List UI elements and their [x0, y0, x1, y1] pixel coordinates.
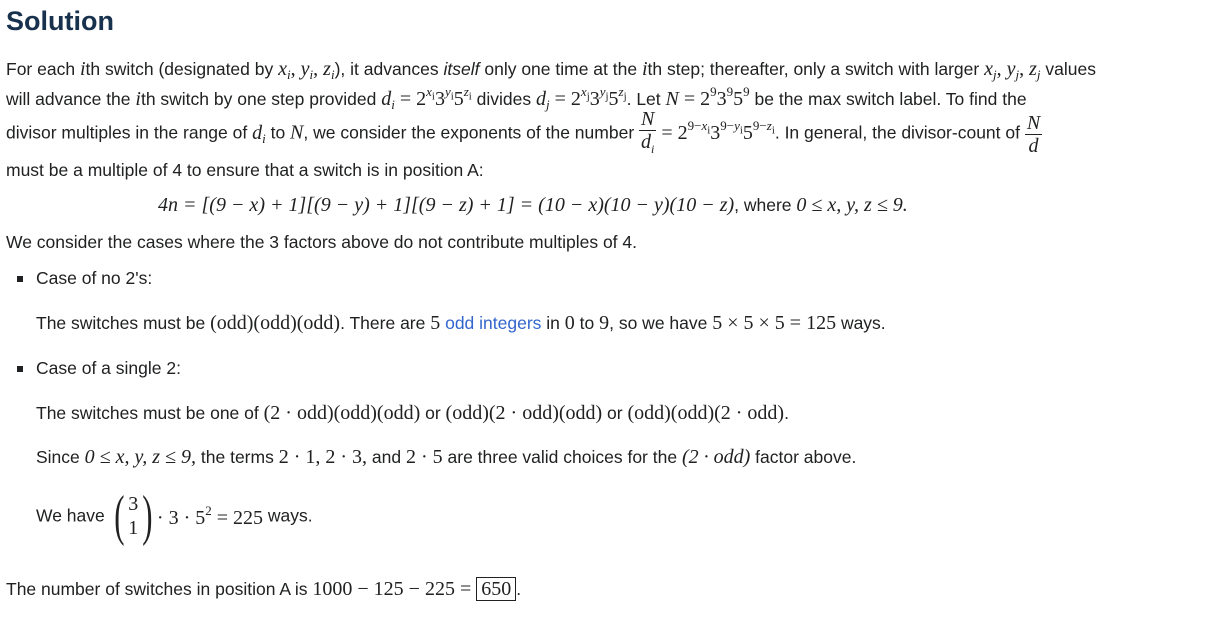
main-equation: 4n = [(9 − x) + 1][(9 − y) + 1][(9 − z) + 1] = (10 − x)(10 − y)(10 − z), where 0 ≤ x, y, z ≤ 9.: [158, 194, 908, 216]
case-2-text: The switches must be one of (2 · odd)(odd)(odd) or (odd)(2 · odd)(odd) or (odd)(odd)(2 · odd).: [36, 402, 789, 424]
section-title: Solution: [6, 6, 114, 36]
bullet-marker: [17, 276, 23, 282]
boxed-answer: 650: [476, 577, 516, 601]
paragraph-line-3: divisor multiples in the range of $d_i$ to N, we consider the exponents of the number $\frac{N}{d_i}$ = $2^{9-x_i}3^{9-y_i}5^{9-z_i}$. In general, the divisor-count of $\frac{N}{d}$: [6, 108, 1042, 160]
case-2-since: Since 0 ≤ x, y, z ≤ 9, the terms 2 · 1, 2 · 3, and 2 · 5 are three valid choices for the (2 · odd) factor above.: [36, 446, 857, 468]
binomial-coefficient: ( 3 1 ): [113, 485, 153, 547]
fraction-n-over-d: $\frac{N}{d}$: [1026, 111, 1041, 157]
final-answer-line: The number of switches in position A is 1000 − 125 − 225 = 650 .: [6, 578, 522, 600]
odd-integers-link[interactable]: odd integers: [445, 313, 542, 333]
paragraph-line-4: must be a multiple of 4 to ensure that a switch is in position A:: [6, 160, 484, 180]
bullet-marker: [17, 366, 23, 372]
case-1-text: The switches must be (odd)(odd)(odd). There are 5 odd integers in 0 to 9, so we have 5 × 5 × 5 = 125 ways.: [36, 312, 886, 334]
paragraph-line-2: will advance the ith switch by one step provided $d_i = 2^{x_i}3^{y_i}5^{z_i}$ divides $d_j = 2^{x_j}3^{y_j}5^{z_j}$. Let $N = 2^93^95^9$ be the max switch label. To find the: [6, 84, 1027, 112]
fraction-n-over-di: $\frac{N}{d_i}$: [641, 108, 655, 156]
case-2-total: We have ( 3 1 ) · $3 \cdot 5^2 = 225$ ways.: [36, 485, 313, 547]
equation-expression: 4n = [(9 − x) + 1][(9 − y) + 1][(9 − z) + 1] = (10 − x)(10 − y)(10 − z): [158, 194, 735, 216]
case-2-label: Case of a single 2:: [36, 358, 181, 378]
paragraph-cases-intro: We consider the cases where the 3 factors above do not contribute multiples of 4.: [6, 232, 637, 252]
paragraph-line-1: For each ith switch (designated by $x_i$, $y_i$, $z_i$), it advances itself only one time at the ith step; thereafter, only a switch with larger $x_j$, $y_j$, $z_j$ values: [6, 58, 1096, 82]
case-1-label: Case of no 2's:: [36, 268, 153, 288]
